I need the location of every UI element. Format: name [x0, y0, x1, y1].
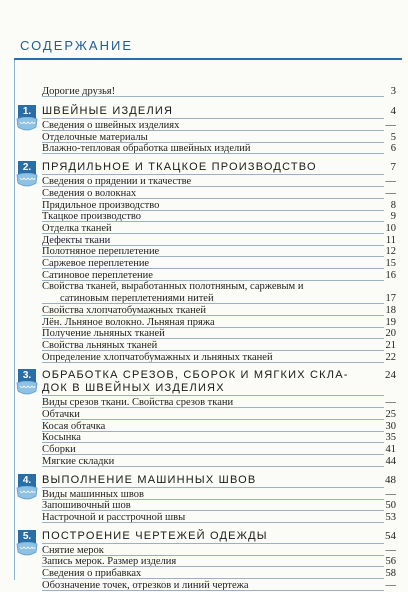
- toc-entry[interactable]: [0, 352, 408, 364]
- toc-entry[interactable]: [0, 317, 408, 329]
- section-page: 4: [390, 105, 396, 117]
- toc-entry[interactable]: [0, 340, 408, 352]
- toc-entry-label: Косынка: [42, 432, 81, 444]
- toc-entry-label: Отделка тканей: [42, 222, 112, 234]
- section-rule: [42, 543, 384, 544]
- toc-entry[interactable]: [0, 86, 408, 98]
- toc-entry-label: Полотняное переплетение: [42, 246, 160, 258]
- toc-entry-label: Сведения о прибавках: [42, 568, 142, 579]
- toc-entry[interactable]: [0, 143, 408, 155]
- toc-entry-page: 17: [385, 293, 396, 305]
- toc-entry-page: —: [385, 579, 396, 591]
- toc-entry-label: Саржевое переплетение: [42, 258, 150, 269]
- toc-entry-page: —: [385, 176, 396, 188]
- toc-entry-label: Сатиновое переплетение: [42, 269, 153, 281]
- toc-entry-page: 50: [385, 500, 396, 512]
- toc-entry-label: Сведения о прядении и ткачестве: [42, 176, 192, 188]
- toc-entry-label: Влажно-тепловая обработка швейных изделий: [42, 143, 251, 155]
- section-number: 5.: [18, 530, 36, 544]
- toc-entry-page: 12: [385, 246, 396, 258]
- toc-entry-label: Свойства хлопчатобумажных тканей: [42, 304, 207, 316]
- toc-entry-label: Ткацкое производство: [42, 211, 142, 223]
- toc-entry-label: Прядильное производство: [42, 199, 160, 211]
- section-page: 48: [385, 473, 396, 486]
- toc-entry-label: Мягкие складки: [42, 455, 115, 467]
- toc-entry-label: Определение хлопчатобумажных и льняных тканей: [42, 351, 273, 363]
- toc-entry-label: Настрочной и расстрочной швы: [42, 511, 186, 523]
- toc-entry-page: —: [385, 544, 396, 556]
- toc-entry[interactable]: [0, 188, 408, 200]
- toc-entry-page: 53: [385, 511, 396, 523]
- section-title: ПРЯДИЛЬНОЕ И ТКАЦКОЕ ПРОИЗВОДСТВО: [42, 161, 317, 174]
- toc-entry-label: Виды машинных швов: [42, 488, 144, 500]
- toc-entry-page: 44: [385, 455, 396, 467]
- section-number: 2.: [18, 161, 36, 175]
- toc-entry[interactable]: [0, 211, 408, 223]
- toc-entry-label: Лён. Льняное волокно. Льняная пряжа: [42, 316, 215, 328]
- section-rule: [42, 395, 384, 396]
- toc-entry[interactable]: [0, 568, 408, 580]
- toc-entry-page: 3: [390, 86, 396, 97]
- toc-entry[interactable]: [0, 200, 408, 212]
- section-rule: [42, 487, 384, 488]
- toc-entry-page: 30: [385, 420, 396, 432]
- section-number: 1.: [18, 105, 36, 119]
- toc-entry[interactable]: [0, 270, 408, 282]
- dotted-leader: [42, 466, 384, 467]
- toc-entry-page: —: [385, 488, 396, 500]
- toc-entry-page: 19: [385, 316, 396, 328]
- toc-entry-label: Отделочные материалы: [42, 131, 148, 143]
- toc-entry-page: 56: [385, 556, 396, 568]
- toc-entry-label: Косая обтачка: [42, 420, 106, 432]
- toc-entry-label: Сведения о волокнах: [42, 187, 137, 199]
- toc-entry[interactable]: [0, 409, 408, 421]
- toc-entry[interactable]: [0, 456, 408, 468]
- section-page: 7: [390, 161, 396, 174]
- toc-entry[interactable]: [0, 421, 408, 433]
- toc-entry-page: 6: [390, 143, 396, 155]
- toc-entry-label: Свойства льняных тканей: [42, 339, 158, 351]
- toc-entry[interactable]: [0, 444, 408, 456]
- toc-entry[interactable]: [0, 328, 408, 340]
- section-badge-icon: [15, 381, 39, 395]
- toc-entry-label: Сведения о швейных изделиях: [42, 120, 180, 131]
- toc-entry-page: 35: [385, 432, 396, 444]
- dotted-leader: [42, 362, 384, 363]
- toc-entry[interactable]: [0, 397, 408, 409]
- dotted-leader: [42, 153, 384, 154]
- section-page: 24: [385, 369, 396, 382]
- section-rule: [42, 118, 384, 119]
- toc-entry[interactable]: [0, 246, 408, 258]
- toc-entry-page: —: [385, 120, 396, 131]
- toc-entry[interactable]: [0, 281, 408, 305]
- toc-entry[interactable]: [0, 258, 408, 270]
- dotted-leader: [42, 96, 384, 97]
- toc-entry-page: 8: [390, 199, 396, 211]
- toc-entry-label: Сборки: [42, 444, 76, 456]
- section-page: 54: [385, 529, 396, 542]
- toc-entry-page: 5: [390, 131, 396, 143]
- toc-entry[interactable]: [0, 235, 408, 247]
- toc-entry[interactable]: [0, 132, 408, 144]
- toc-entry-label-cont: сатиновым переплетениями нитей: [60, 293, 214, 305]
- section-number: 4.: [18, 474, 36, 488]
- toc-entry[interactable]: [0, 120, 408, 132]
- toc-entry-page: —: [385, 187, 396, 199]
- toc-entry-page: 16: [385, 269, 396, 281]
- toc-entry-label: Виды срезов ткани. Свойства срезов ткани: [42, 397, 234, 409]
- toc-entry[interactable]: [0, 489, 408, 501]
- toc-entry-page: 9: [390, 211, 396, 223]
- section-title: ВЫПОЛНЕНИЕ МАШИННЫХ ШВОВ: [42, 473, 257, 486]
- toc-entry-label: Запись мерок. Размер изделия: [42, 556, 177, 568]
- toc-entry[interactable]: [0, 305, 408, 317]
- toc-entry-page: 15: [385, 258, 396, 269]
- toc-entry-label: Получение льняных тканей: [42, 328, 165, 340]
- section-title: ПОСТРОЕНИЕ ЧЕРТЕЖЕЙ ОДЕЖДЫ: [42, 529, 268, 542]
- toc-entry-page: 11: [385, 234, 396, 246]
- toc-entry-label: Дорогие друзья!: [42, 86, 116, 97]
- toc-entry[interactable]: [0, 176, 408, 188]
- section-number: 3.: [18, 369, 36, 383]
- toc-entry[interactable]: [0, 223, 408, 235]
- toc-entry-page: 18: [385, 304, 396, 316]
- toc-entry-label: Обозначение точек, отрезков и линий чертежа: [42, 579, 249, 591]
- toc-entry-page: 41: [385, 444, 396, 456]
- section-rule: [42, 174, 384, 175]
- toc-entry[interactable]: [0, 432, 408, 444]
- toc-entry-page: 58: [385, 568, 396, 579]
- toc-entry-page: 10: [385, 222, 396, 234]
- section-title: ОБРАБОТКА СРЕЗОВ, СБОРОК И МЯГКИХ СКЛА-: [42, 369, 349, 382]
- toc-entry[interactable]: [0, 512, 408, 524]
- toc-entry-page: —: [385, 397, 396, 409]
- dotted-leader: [42, 522, 384, 523]
- toc-entry-page: 20: [385, 328, 396, 340]
- toc-entry-label: Дефекты ткани: [42, 234, 111, 246]
- toc-entry[interactable]: [0, 556, 408, 568]
- toc-entry-page: 25: [385, 409, 396, 420]
- toc-entry-label: Свойства тканей, выработанных полотняным, саржевым и: [42, 281, 304, 293]
- toc-entry[interactable]: [0, 500, 408, 512]
- toc-entry-page: 22: [385, 351, 396, 363]
- page-title: СОДЕРЖАНИЕ: [20, 38, 134, 53]
- toc-entry-page: 21: [385, 339, 396, 351]
- toc-entry-label: Запошивочный шов: [42, 500, 131, 512]
- toc-entry[interactable]: [0, 545, 408, 557]
- section-title-cont: ДОК В ШВЕЙНЫХ ИЗДЕЛИЯХ: [42, 382, 225, 395]
- toc-entry-label: Обтачки: [42, 409, 80, 420]
- section-title: ШВЕЙНЫЕ ИЗДЕЛИЯ: [42, 105, 174, 117]
- toc-entry-label: Снятие мерок: [42, 544, 104, 556]
